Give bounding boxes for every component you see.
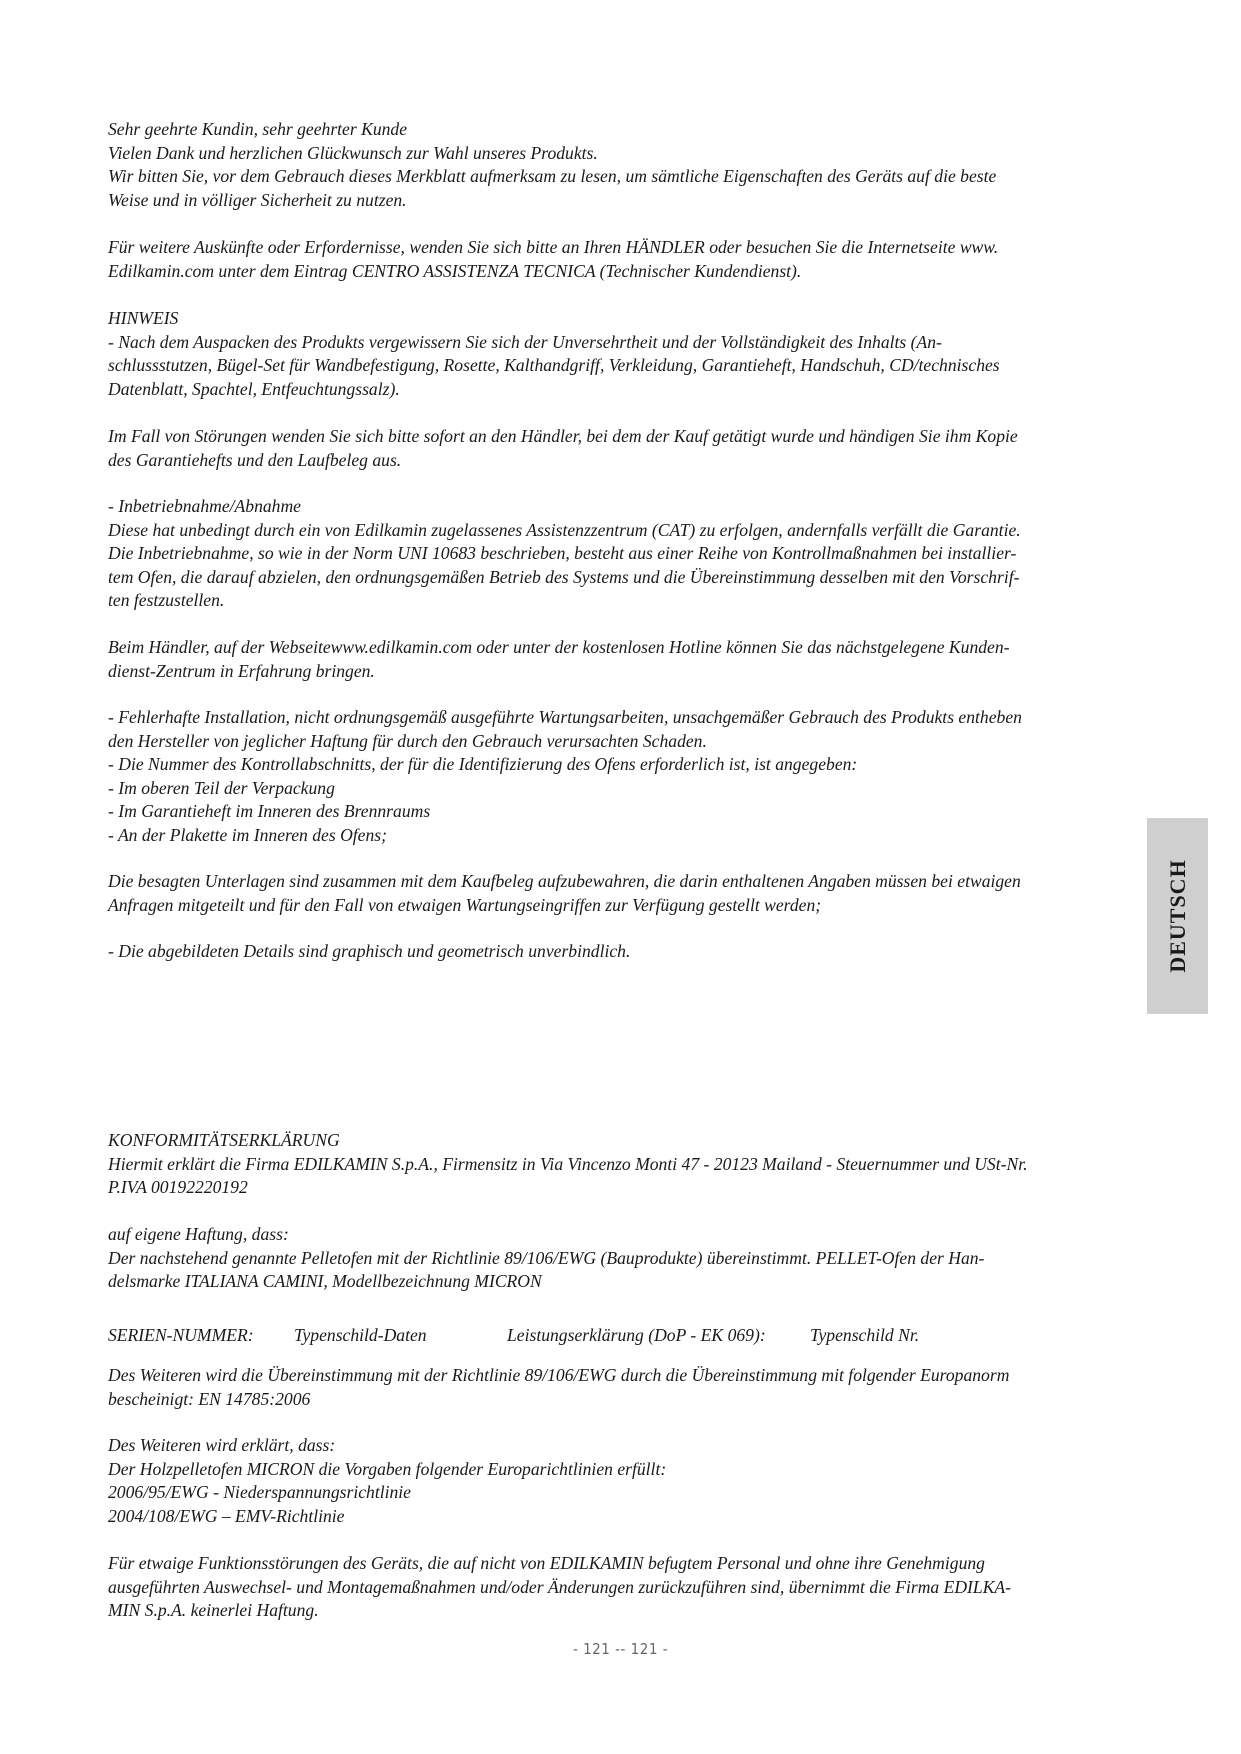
language-tab-label: DEUTSCH [1164, 859, 1190, 973]
haftung-paragraph [108, 1223, 1138, 1294]
stoerungen-line: des Garantiehefts und den Laufbeleg aus. [108, 449, 402, 470]
info-line: Edilkamin.com unter dem Eintrag CENTRO ASSISTENZA TECNICA (Technischer Kundendienst). [108, 260, 802, 281]
richtlinien-line: Des Weiteren wird erklärt, dass: [108, 1435, 336, 1455]
installation-line: - Die Nummer des Kontrollabschnitts, der für die Identifizierung des Ofens erforderlich ist, ist angegeben: [108, 754, 858, 774]
intro-paragraph [108, 118, 1138, 212]
info-line: Für weitere Auskünfte oder Erfordernisse, wenden Sie sich bitte an Ihren HÄNDLER oder besuchen Sie die Internetseite www. [108, 237, 999, 257]
richtlinien-list-item: 2004/108/EWG – EMV-Richtlinie [108, 1505, 345, 1526]
hinweis-paragraph [108, 307, 1138, 401]
konformitaet-line: Hiermit erklärt die Firma EDILKAMIN S.p.A., Firmensitz in Via Vincenzo Monti 47 - 20123 Mailand - Steuernummer und USt-Nr. [108, 1153, 1028, 1174]
inbetriebnahme-line: tem Ofen, die darauf abzielen, den ordnungsgemäßen Betrieb des Systems und die Übereinstimmung desselben mit den Vorschrif- [108, 566, 1020, 587]
installation-list-item: - An der Plakette im Inneren des Ofens; [108, 824, 387, 845]
konformitaet-heading: KONFORMITÄTSERKLÄRUNG [108, 1130, 340, 1150]
hinweis-line: schlussstutzen, Bügel-Set für Wandbefestigung, Rosette, Kalthandgriff, Verkleidung, Garantieheft, Handschuh, CD/technisches [108, 355, 1000, 375]
hinweis-line: Datenblatt, Spachtel, Entfeuchtungssalz). [108, 378, 400, 399]
dop-value: Typenschild Nr. [810, 1325, 920, 1345]
page-number: - 121 -- 121 - [572, 1640, 669, 1658]
inbetriebnahme-line: Die Inbetriebnahme, so wie in der Norm UNI 10683 beschrieben, besteht aus einer Reihe von Kontrollmaßnahmen bei installier- [108, 543, 1017, 563]
inbetriebnahme-line: Diese hat unbedingt durch ein von Edilkamin zugelassenes Assistenzzentrum (CAT) zu erfolgen, andernfalls verfällt die Garantie. [108, 519, 1021, 540]
details-line: - Die abgebildeten Details sind graphisch und geometrisch unverbindlich. [108, 941, 631, 961]
haendler-paragraph [108, 636, 1138, 683]
info-paragraph [108, 236, 1138, 283]
konformitaet-line: P.IVA 00192220192 [108, 1177, 248, 1197]
haftung-line: Der nachstehend genannte Pelletofen mit der Richtlinie 89/106/EWG (Bauprodukte) übereinstimmt. PELLET-Ofen der Han- [108, 1247, 985, 1268]
serial-value: Typenschild-Daten [294, 1325, 427, 1345]
funktionsstoerungen-paragraph [108, 1552, 1138, 1623]
haendler-line: Beim Händler, auf der Webseitewww.edilkamin.com oder unter der kostenlosen Hotline können Sie das nächstgelegene Kunden- [108, 637, 1010, 657]
intro-line: Vielen Dank und herzlichen Glückwunsch zur Wahl unseres Produkts. [108, 142, 598, 163]
inbetriebnahme-paragraph [108, 495, 1138, 613]
haftung-line: delsmarke ITALIANA CAMINI, Modellbezeichnung MICRON [108, 1271, 542, 1291]
unterlagen-line: Anfragen mitgeteilt und für den Fall von etwaigen Wartungseingriffen zur Verfügung gestellt werden; [108, 894, 822, 915]
installation-line: den Hersteller von jeglicher Haftung für durch den Gebrauch verursachten Schaden. [108, 730, 707, 751]
installation-list-item: - Im oberen Teil der Verpackung [108, 777, 335, 798]
hinweis-line: - Nach dem Auspacken des Produkts vergewissern Sie sich der Unversehrtheit und der Vollständigkeit des Inhalts (An- [108, 331, 942, 352]
europanorm-paragraph [108, 1364, 1138, 1411]
intro-line: Wir bitten Sie, vor dem Gebrauch dieses Merkblatt aufmerksam zu lesen, um sämtliche Eigenschaften des Geräts auf die beste [108, 166, 997, 186]
haftung-line: auf eigene Haftung, dass: [108, 1224, 289, 1244]
unterlagen-paragraph [108, 870, 1138, 917]
europanorm-line: Des Weiteren wird die Übereinstimmung mit der Richtlinie 89/106/EWG durch die Übereinstimmung mit folgender Europanorm [108, 1365, 1010, 1385]
dop-label: Leistungserklärung (DoP - EK 069): [507, 1325, 766, 1345]
intro-line: Sehr geehrte Kundin, sehr geehrter Kunde [108, 119, 408, 139]
installation-line: - Fehlerhafte Installation, nicht ordnungsgemäß ausgeführte Wartungsarbeiten, unsachgemäßer Gebrauch des Produkts entheben [108, 707, 1022, 727]
inbetriebnahme-heading: - Inbetriebnahme/Abnahme [108, 496, 301, 516]
haendler-line: dienst-Zentrum in Erfahrung bringen. [108, 660, 375, 681]
konformitaet-paragraph [108, 1129, 1138, 1200]
installation-paragraph [108, 706, 1138, 847]
details-paragraph [108, 940, 1138, 964]
funktionsstoerungen-line: MIN S.p.A. keinerlei Haftung. [108, 1600, 319, 1620]
intro-line: Weise und in völliger Sicherheit zu nutzen. [108, 189, 407, 210]
installation-list-item: - Im Garantieheft im Inneren des Brennraums [108, 801, 431, 821]
stoerungen-line: Im Fall von Störungen wenden Sie sich bitte sofort an den Händler, bei dem der Kauf getätigt wurde und händigen Sie ihm Kopie [108, 426, 1018, 446]
europanorm-line: bescheinigt: EN 14785:2006 [108, 1388, 311, 1409]
richtlinien-paragraph [108, 1434, 1138, 1528]
richtlinien-list-item: 2006/95/EWG - Niederspannungsrichtlinie [108, 1482, 411, 1502]
unterlagen-line: Die besagten Unterlagen sind zusammen mit dem Kaufbeleg aufzubewahren, die darin enthaltenen Angaben müssen bei etwaigen [108, 871, 1021, 891]
serial-label: SERIEN-NUMMER: [108, 1325, 254, 1345]
language-side-tab [1147, 818, 1208, 1014]
hinweis-heading: HINWEIS [108, 308, 179, 328]
richtlinien-line: Der Holzpelletofen MICRON die Vorgaben folgender Europarichtlinien erfüllt: [108, 1458, 667, 1479]
funktionsstoerungen-line: ausgeführten Auswechsel- und Montagemaßnahmen und/oder Änderungen zurückzuführen sind, übernimmt die Firma EDILKA- [108, 1576, 1012, 1597]
stoerungen-paragraph [108, 425, 1138, 472]
funktionsstoerungen-line: Für etwaige Funktionsstörungen des Geräts, die auf nicht von EDILKAMIN befugtem Personal und ohne ihre Genehmigung [108, 1553, 985, 1573]
inbetriebnahme-line: ten festzustellen. [108, 590, 225, 610]
